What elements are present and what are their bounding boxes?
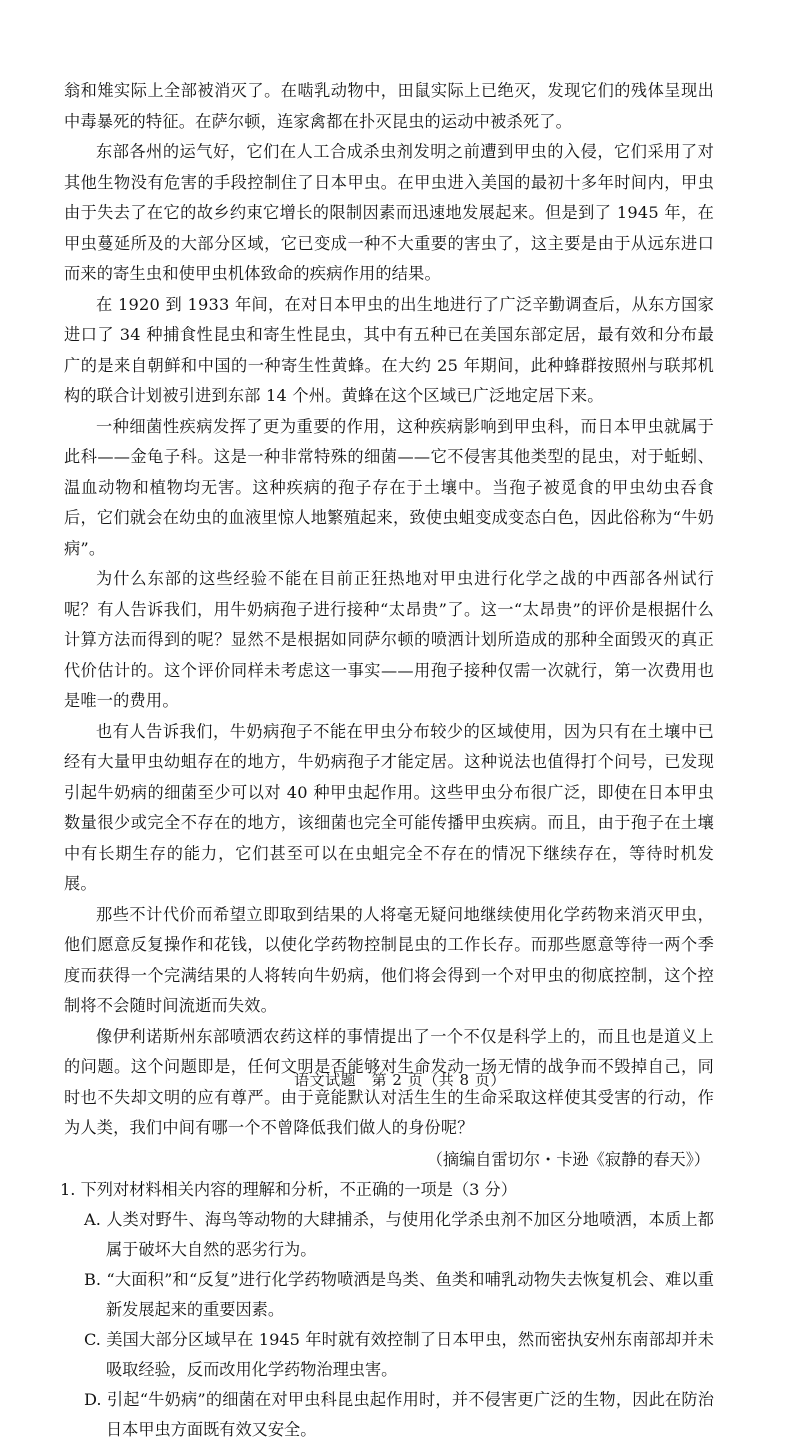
passage-paragraph-1: 翁和雉实际上全部被消灭了。在啮乳动物中，田鼠实际上已绝灭，发现它们的残体呈现出中毒暴死的特征。在萨尔顿，连家禽都在扑灭昆虫的运动中被杀死了。 xyxy=(64,81,714,131)
passage-paragraph-4: 一种细菌性疾病发挥了更为重要的作用，这种疾病影响到甲虫科，而日本甲虫就属于此科——金龟子科。这是一种非常特殊的细菌——它不侵害其他类型的昆虫，对于蚯蚓、温血动物和植物均无害。这种疾病的孢子存在于土壤中。当孢子被觅食的甲虫幼虫吞食后，它们就会在幼虫的血液里惊人地繁殖起来，致使虫蛆变成变态白色，因此俗称为“牛奶病”。 xyxy=(64,416,714,558)
question-stem: 1. 下列对材料相关内容的理解和分析，不正确的一项是（3 分） xyxy=(60,1179,517,1199)
passage-paragraph-2: 东部各州的运气好，它们在人工合成杀虫剂发明之前遭到甲虫的入侵，它们采用了对其他生物没有危害的手段控制住了日本甲虫。在甲虫进入美国的最初十多年时间内，甲虫由于失去了在它的故乡约束它增长的限制因素而迅速地发展起来。但是到了 1945 年，在甲虫蔓延所及的大部分区域，它已变成一种不大重要的害虫了，这主要是由于从远东进口而来的寄生虫和使甲虫机体致命的疾病作用的结果。 xyxy=(64,142,714,283)
exam-page xyxy=(60,76,714,1445)
page-footer: 语文试题 第 2 页（共 8 页） xyxy=(294,1071,506,1089)
passage-paragraph-5: 为什么东部的这些经验不能在目前正狂热地对甲虫进行化学之战的中西部各州试行呢？有人告诉我们，用牛奶病孢子进行接种“太昂贵”了。这一“太昂贵”的评价是根据什么计算方法而得到的呢？显然不是根据如同萨尔顿的喷洒计划所造成的那种全面毁灭的真正代价估计的。这个评价同样未考虑这一事实——用孢子接种仅需一次就行，第一次费用也是唯一的费用。 xyxy=(64,569,714,710)
option-d: D. 引起“牛奶病”的细菌在对甲虫科昆虫起作用时，并不侵害更广泛的生物，因此在防治日本甲虫方面既有效又安全。 xyxy=(84,1389,714,1439)
option-b: B. “大面积”和“反复”进行化学药物喷洒是鸟类、鱼类和哺乳动物失去恢复机会、难以重新发展起来的重要因素。 xyxy=(84,1269,714,1319)
passage-source: （摘编自雷切尔・卡逊《寂静的春天》） xyxy=(426,1149,710,1169)
passage-paragraph-3: 在 1920 到 1933 年间，在对日本甲虫的出生地进行了广泛辛勤调查后，从东方国家进口了 34 种捕食性昆虫和寄生性昆虫，其中有五种已在美国东部定居，最有效和分布最广的是来自朝鲜和中国的一种寄生性黄蜂。在大约 25 年期间，此种蜂群按照州与联邦机构的联合计划被引进到东部 14 个州。黄蜂在这个区域已广泛地定居下来。 xyxy=(64,294,714,405)
option-c: C. 美国大部分区域早在 1945 年时就有效控制了日本甲虫，然而密执安州东南部却并未吸取经验，反而改用化学药物治理虫害。 xyxy=(84,1329,714,1379)
option-a: A. 人类对野牛、海鸟等动物的大肆捕杀，与使用化学杀虫剂不加区分地喷洒，本质上都属于破坏大自然的恶劣行为。 xyxy=(84,1209,714,1259)
passage-paragraph-8: 像伊利诺斯州东部喷洒农药这样的事情提出了一个不仅是科学上的，而且也是道义上的问题。这个问题即是，任何文明是否能够对生命发动一场无情的战争而不毁掉自己，同时也不失却文明的应有尊严。由于竟能默认对活生生的生命采取这样使其受害的行动，作为人类，我们中间有哪一个不曾降低我们做人的身份呢？ xyxy=(64,1026,714,1137)
passage-paragraph-6: 也有人告诉我们，牛奶病孢子不能在甲虫分布较少的区域使用，因为只有在土壤中已经有大量甲虫幼蛆存在的地方，牛奶病孢子才能定居。这种说法也值得打个问号，已发现引起牛奶病的细菌至少可以对 40 种甲虫起作用。这些甲虫分布很广泛，即使在日本甲虫数量很少或完全不存在的地方，该细菌也完全可能传播甲虫疾病。而且，由于孢子在土壤中有长期生存的能力，它们甚至可以在虫蛆完全不存在的情况下继续存在，等待时机发展。 xyxy=(64,721,714,893)
passage-paragraph-7: 那些不计代价而希望立即取到结果的人将毫无疑问地继续使用化学药物来消灭甲虫，他们愿意反复操作和花钱，以使化学药物控制昆虫的工作长存。而那些愿意等待一两个季度而获得一个完满结果的人将转向牛奶病，他们将会得到一个对甲虫的彻底控制，这个控制将不会随时间流逝而失效。 xyxy=(64,904,714,1015)
